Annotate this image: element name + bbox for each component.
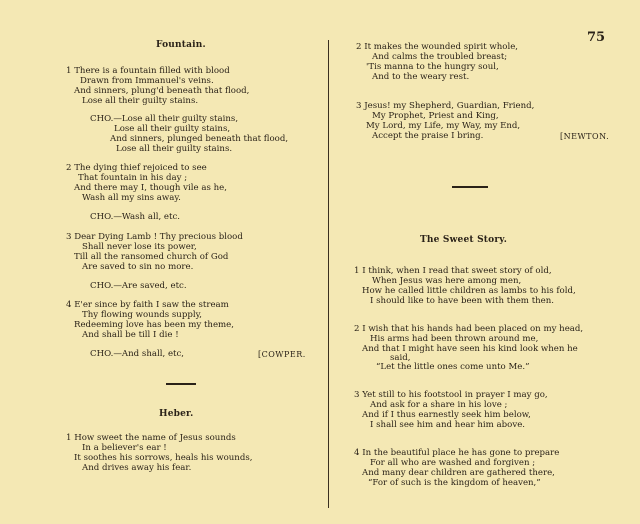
verse-line: And if I thus earnestly seek him below, — [362, 410, 531, 420]
verse-line: 3 Jesus! my Shepherd, Guardian, Friend, — [356, 101, 535, 111]
verse-line: And that I might have seen his kind look when he — [362, 344, 578, 354]
verse-line: 2 I wish that his hands had been placed on my head, — [354, 324, 584, 334]
page-number: 75 — [587, 30, 606, 45]
hymn-title-heber: Heber. — [159, 409, 194, 419]
verse-line: 1 I think, when I read that sweet story of old, — [354, 266, 552, 276]
verse-line: For all who are washed and forgiven ; — [370, 458, 536, 468]
verse-line: Wash all my sins away. — [82, 193, 181, 203]
verse-line: I shall see him and hear him above. — [370, 420, 526, 430]
hymn-title-fountain: Fountain. — [156, 40, 206, 50]
verse-line: And many dear children are gathered there, — [362, 468, 555, 478]
verse-line: 'Tis manna to the hungry soul, — [366, 62, 499, 72]
chorus-line: Lose all their guilty stains. — [116, 144, 233, 154]
verse-line: said, — [390, 353, 411, 363]
verse-line: His arms had been thrown around me, — [370, 334, 539, 344]
verse-line: When Jesus was here among men, — [372, 276, 522, 286]
verse-line: And drives away his fear. — [82, 463, 192, 473]
verse-line: In a believer's ear ! — [82, 443, 167, 453]
verse-line: Accept the praise I bring. — [372, 131, 484, 141]
verse-line: I should like to have been with them then. — [370, 296, 555, 306]
verse-line: Shall never lose its power, — [82, 242, 197, 252]
verse-line: 1 How sweet the name of Jesus sounds — [66, 433, 236, 443]
verse-line: My Prophet, Priest and King, — [372, 111, 499, 121]
verse-line: Lose all their guilty stains. — [82, 96, 199, 106]
chorus-line: CHO.—And shall, etc, — [90, 349, 185, 359]
chorus-line: CHO.—Are saved, etc. — [90, 281, 187, 291]
verse-line: 2 The dying thief rejoiced to see — [66, 163, 207, 173]
section-rule — [166, 383, 196, 385]
chorus-line: CHO.—Lose all their guilty stains, — [90, 114, 239, 124]
verse-line: And there may I, though vile as he, — [74, 183, 227, 193]
verse-line: 4 In the beautiful place he has gone to prepare — [354, 448, 560, 458]
verse-line: 1 There is a fountain filled with blood — [66, 66, 230, 76]
verse-line: And calms the troubled breast; — [372, 52, 508, 62]
verse-line: That fountain in his day ; — [78, 173, 188, 183]
verse-line: 3 Dear Dying Lamb ! Thy precious blood — [66, 232, 243, 242]
verse-line: My Lord, my Life, my Way, my End, — [366, 121, 521, 131]
column-divider — [328, 40, 329, 508]
verse-line: 3 Yet still to his footstool in prayer I may go, — [354, 390, 548, 400]
verse-line: Redeeming love has been my theme, — [74, 320, 235, 330]
verse-line: 4 E'er since by faith I saw the stream — [66, 300, 229, 310]
author-credit: [COWPER. — [258, 350, 306, 359]
section-rule — [452, 186, 488, 188]
verse-line: “For of such is the kingdom of heaven,” — [368, 478, 541, 488]
verse-line: “Let the little ones come unto Me.” — [376, 362, 530, 372]
verse-line: And ask for a share in his love ; — [370, 400, 508, 410]
verse-line: And shall be till I die ! — [82, 330, 179, 340]
author-credit: [NEWTON. — [560, 132, 610, 141]
chorus-line: And sinners, plunged beneath that flood, — [110, 134, 289, 144]
verse-line: How he called little children as lambs to his fold, — [362, 286, 576, 296]
verse-line: And to the weary rest. — [372, 72, 470, 82]
hymn-title-sweet-story: The Sweet Story. — [420, 235, 508, 245]
verse-line: 2 It makes the wounded spirit whole, — [356, 42, 519, 52]
chorus-line: CHO.—Wash all, etc. — [90, 212, 180, 222]
verse-line: It soothes his sorrows, heals his wounds, — [74, 453, 253, 463]
verse-line: Thy flowing wounds supply, — [82, 310, 203, 320]
verse-line: Are saved to sin no more. — [82, 262, 194, 272]
verse-line: Till all the ransomed church of God — [74, 252, 229, 262]
verse-line: And sinners, plung'd beneath that flood, — [74, 86, 250, 96]
verse-line: Drawn from Immanuel's veins. — [80, 76, 214, 86]
chorus-line: Lose all their guilty stains, — [114, 124, 231, 134]
